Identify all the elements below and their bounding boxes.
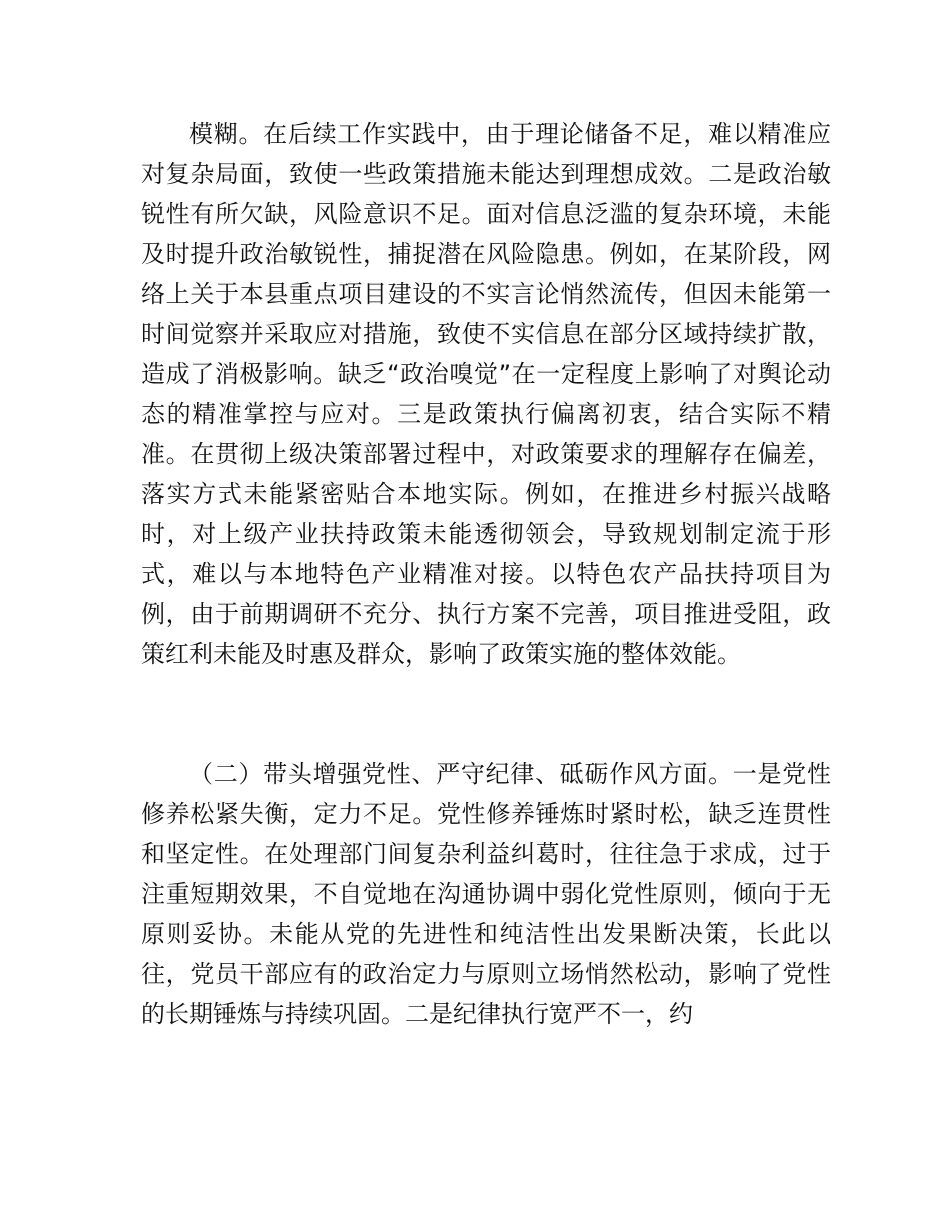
body-paragraph-2 — [141, 754, 831, 1034]
paragraph-text: 模糊。在后续工作实践中，由于理论储备不足，难以精准应对复杂局面，致使一些政策措施未能达到理想成效。二是政治敏锐性有所欠缺，风险意识不足。面对信息泛滥的复杂环境，未能及时提升政治敏锐性，捕捉潜在风险隐患。例如，在某阶段，网络上关于本县重点项目建设的不实言论悄然流传，但因未能第一时间觉察并采取应对措施，致使不实信息在部分区域持续扩散，造成了消极影响。缺乏“政治嗅觉”在一定程度上影响了对舆论动态的精准掌控与应对。三是政策执行偏离初衷，结合实际不精准。在贯彻上级决策部署过程中，对政策要求的理解存在偏差，落实方式未能紧密贴合本地实际。例如，在推进乡村振兴战略时，对上级产业扶持政策未能透彻领会，导致规划制定流于形式，难以与本地特色产业精准对接。以特色农产品扶持项目为例，由于前期调研不充分、执行方案不完善，项目推进受阻，政策红利未能及时惠及群众，影响了政策实施的整体效能。 — [141, 120, 831, 668]
body-paragraph-1 — [141, 114, 831, 674]
paragraph-text: （二）带头增强党性、严守纪律、砥砺作风方面。一是党性修养松紧失衡，定力不足。党性修养锤炼时紧时松，缺乏连贯性和坚定性。在处理部门间复杂利益纠葛时，往往急于求成，过于注重短期效果，不自觉地在沟通协调中弱化党性原则，倾向于无原则妥协。未能从党的先进性和纯洁性出发果断决策，长此以往，党员干部应有的政治定力与原则立场悄然松动，影响了党性的长期锤炼与持续巩固。二是纪律执行宽严不一，约 — [141, 760, 831, 1028]
